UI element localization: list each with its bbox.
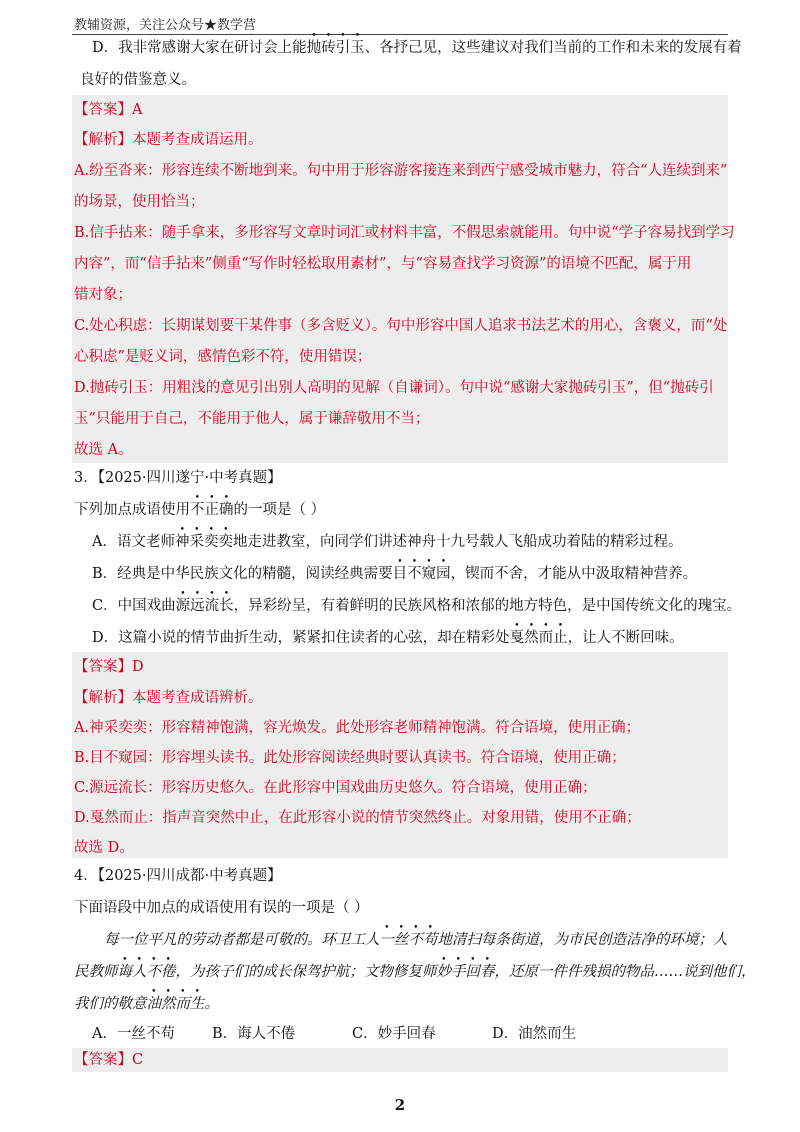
- q2-answer: 【答案】A: [74, 102, 143, 118]
- emphasized-idiom: [393, 566, 451, 582]
- emphasized-char: 不: [408, 932, 423, 948]
- page-header: 教辅资源，关注公众号★教学营: [74, 18, 257, 33]
- q2-option-d-line2: 良好的借鉴意义。: [80, 72, 196, 88]
- analysis-line: C.处心积虑：长期谋划要干某件事（多含贬义）。句中形容中国人追求书法艺术的用心，含褒义，而“处: [74, 318, 728, 334]
- emphasized-char: 人: [132, 964, 147, 980]
- emphasized-char: 油: [146, 996, 161, 1012]
- analysis-line: 故选 D。: [74, 840, 134, 856]
- emphasized-char: 目: [392, 566, 408, 582]
- emphasized-char: 手: [451, 964, 466, 980]
- header-divider: [72, 34, 728, 35]
- analysis-line: A.纷至沓来：形容连续不断地到来。句中用于形容游客接连来到西宁感受城市魅力，符合“人连续到来”: [74, 163, 728, 179]
- q4-answer: 【答案】C: [74, 1052, 144, 1068]
- emphasized-char: 生: [190, 996, 205, 1012]
- q4-stem: 下面语段中加点的成语使用有误的一项是（ ）: [74, 900, 369, 916]
- emphasized-idiom: [176, 598, 234, 614]
- q4-title: 4．【2025·四川成都·中考真题】: [74, 868, 282, 884]
- emphasized-char: 然: [161, 996, 176, 1012]
- analysis-line: B.目不窥园：形容埋头读书。此处形容阅读经典时要认真读书。符合语境，使用正确；: [74, 750, 626, 766]
- q3-title: 3．【2025·四川遂宁·中考真题】: [74, 470, 282, 486]
- emphasized-char: 采: [189, 534, 204, 550]
- analysis-line: 心积虑”是贬义词，感情色彩不符，使用错误；: [74, 349, 372, 365]
- q4-passage-line3: 我们的敬意油然而生。: [74, 996, 219, 1012]
- emphasized-char: 而: [175, 996, 190, 1012]
- emphasized-char: 抛: [306, 40, 322, 56]
- emphasized-char: 不: [190, 502, 205, 518]
- q2-answer-block: [72, 95, 728, 463]
- analysis-line: 故选 A。: [74, 442, 133, 458]
- page-number: 2: [394, 1096, 406, 1114]
- emphasized-char: 远: [190, 598, 205, 614]
- analysis-line: 玉”只能用于自己，不能用于他人，属于谦辞敬用不当；: [74, 411, 430, 427]
- analysis-line: 【解析】本题考查成语运用。: [74, 132, 263, 148]
- emphasized-char: 止: [553, 630, 568, 646]
- emphasized-char: 诲: [117, 964, 132, 980]
- q4-passage-line1: 每一位平凡的劳动者都是可敬的。环卫工人一丝不苟地清扫每条街道，为市民创造洁净的环境；人: [104, 932, 728, 948]
- emphasized-char: 苟: [423, 932, 438, 948]
- q4-option-d: D．油然而生: [492, 1026, 577, 1042]
- emphasized-idiom: [510, 630, 568, 646]
- emphasized-char: 丝: [394, 932, 409, 948]
- emphasized-char: 妙: [436, 964, 451, 980]
- emphasized-char: 玉: [350, 40, 365, 56]
- emphasized-char: 确: [219, 502, 234, 518]
- q3-stem: 下列加点成语使用不正确的一项是（ ）: [74, 502, 326, 518]
- analysis-line: A.神采奕奕：形容精神饱满，容光焕发。此处形容老师精神饱满。符合语境，使用正确；: [74, 720, 641, 736]
- emphasized-char: 窥: [421, 566, 437, 582]
- q4-answer-block: [72, 1048, 728, 1072]
- analysis-line: 内容”，而“信手拈来”侧重“写作时轻松取用素材”，与“容易查找学习资源”的语境不匹配，属于用: [74, 256, 692, 272]
- emphasized-char: 而: [538, 630, 554, 646]
- emphasized-char: 一: [379, 932, 394, 948]
- emphasized-char: 春: [480, 964, 495, 980]
- emphasized-char: 引: [335, 40, 351, 56]
- emphasized-char: 奕: [203, 534, 219, 550]
- q4-option-a: A．一丝不苟: [92, 1026, 175, 1042]
- emphasized-char: 回: [465, 964, 480, 980]
- emphasized-char: 神: [174, 534, 190, 550]
- emphasized-char: 奕: [218, 534, 233, 550]
- q4-option-b: B．诲人不倦: [212, 1026, 296, 1042]
- emphasized-idiom: [380, 932, 438, 948]
- emphasized-char: 流: [204, 598, 220, 614]
- q3-option-c: C．中国戏曲源远流长，异彩纷呈，有着鲜明的民族风格和浓郁的地方特色，是中国传统文化的瑰宝。: [92, 598, 742, 614]
- q2-option-d-line1: D．我非常感谢大家在研讨会上能抛砖引玉、各抒己见，这些建议对我们当前的工作和未来的发展有着: [92, 40, 742, 56]
- emphasized-word: [190, 502, 234, 518]
- emphasized-idiom: [175, 534, 233, 550]
- q4-option-c: C．妙手回春: [352, 1026, 436, 1042]
- analysis-line: C.源远流长：形容历史悠久。在此形容中国戏曲历史悠久。符合语境，使用正确；: [74, 780, 597, 796]
- emphasized-char: 倦: [161, 964, 176, 980]
- emphasized-idiom: [307, 40, 365, 56]
- q3-option-a: A．语文老师神采奕奕地走进教室，向同学们讲述神舟十九号载人飞船成功着陆的精彩过程。: [92, 534, 683, 550]
- emphasized-char: 长: [219, 598, 234, 614]
- analysis-line: B.信手拈来：随手拿来，多形容写文章时词汇或材料丰富，不假思索就能用。句中说“学子容易找到学习: [74, 225, 735, 241]
- analysis-line: D.戛然而止：指声音突然中止，在此形容小说的情节突然终止。对象用错，使用不正确；: [74, 810, 641, 826]
- q4-options: [92, 1024, 576, 1044]
- emphasized-char: 园: [436, 566, 451, 582]
- analysis-line: 【解析】本题考查成语辨析。: [74, 690, 263, 706]
- q3-option-d: D．这篇小说的情节曲折生动，紧紧扣住读者的心弦，却在精彩处戛然而止，让人不断回味。: [92, 630, 684, 646]
- emphasized-idiom: [437, 964, 495, 980]
- emphasized-char: 正: [204, 502, 219, 518]
- emphasized-idiom: [118, 964, 176, 980]
- q4-passage-line2: 民教师诲人不倦，为孩子们的成长保驾护航；文物修复师妙手回春，还原一件件残损的物品……说到他们，: [74, 964, 756, 980]
- emphasized-char: 戛: [509, 630, 525, 646]
- emphasized-char: 不: [407, 566, 422, 582]
- q3-option-b: B．经典是中华民族文化的精髓，阅读经典需要目不窥园，锲而不舍，才能从中汲取精神营养。: [92, 566, 698, 582]
- emphasized-char: 砖: [321, 40, 336, 56]
- analysis-line: D.抛砖引玉：用粗浅的意见引出别人高明的见解（自谦词）。句中说“感谢大家抛砖引玉”，但“抛砖引: [74, 380, 714, 396]
- analysis-line: 错对象；: [74, 287, 132, 303]
- analysis-line: 的场景，使用恰当；: [74, 194, 205, 210]
- emphasized-char: 不: [146, 964, 161, 980]
- q3-answer: 【答案】D: [74, 659, 144, 675]
- emphasized-char: 源: [175, 598, 191, 614]
- emphasized-idiom: [147, 996, 205, 1012]
- emphasized-char: 然: [524, 630, 539, 646]
